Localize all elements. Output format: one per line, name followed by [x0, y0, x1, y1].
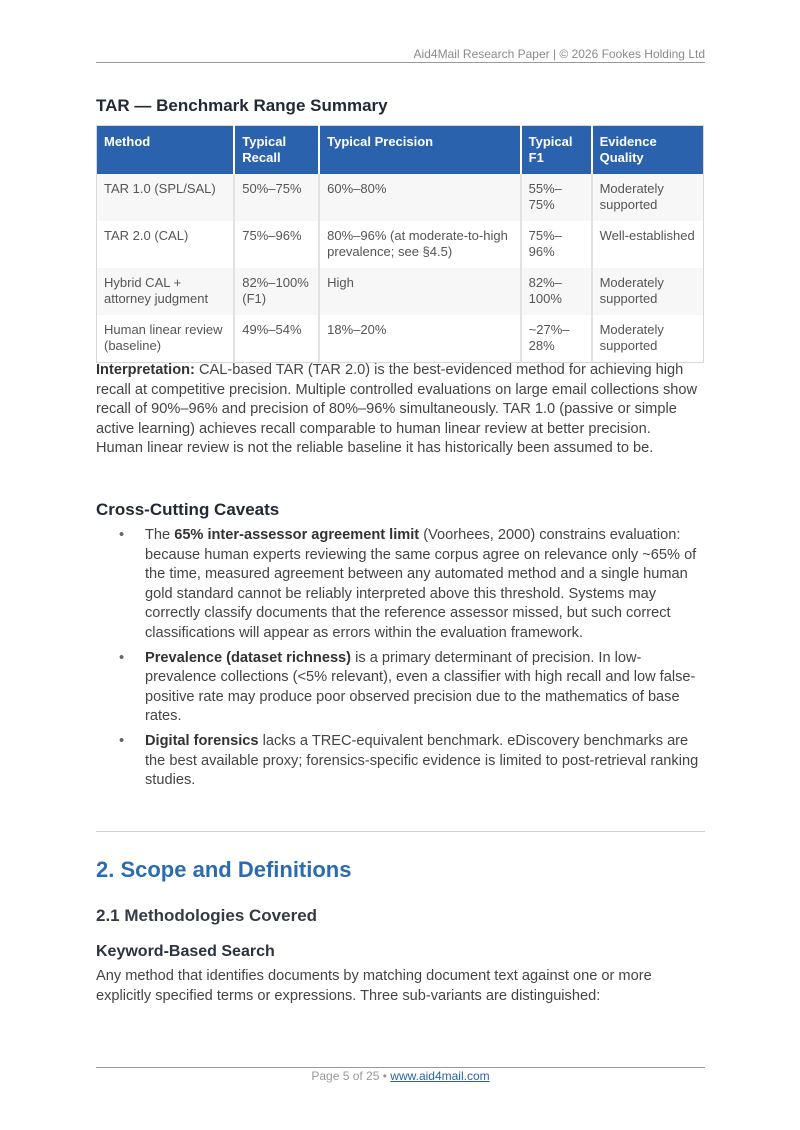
header-divider	[96, 62, 705, 63]
caveats-heading: Cross-Cutting Caveats	[96, 500, 280, 519]
cell-precision: 18%–20%	[319, 315, 521, 363]
column-header-recall: Typical Recall	[234, 126, 319, 175]
cell-f1: 75%–96%	[521, 221, 592, 268]
bullet-icon: •	[119, 732, 125, 749]
cell-f1: 82%–100%	[521, 268, 592, 315]
subsection-heading: 2.1 Methodologies Covered	[96, 906, 318, 925]
cell-recall: 50%–75%	[234, 174, 319, 221]
cell-evidence: Moderately supported	[592, 315, 704, 363]
column-header-method: Method	[97, 126, 235, 175]
interpretation-paragraph	[96, 361, 701, 459]
caveat-emphasis: Prevalence (dataset richness)	[145, 649, 352, 666]
cell-precision: 60%–80%	[319, 174, 521, 221]
page-number: Page 5 of 25	[311, 1069, 380, 1083]
cell-recall: 75%–96%	[234, 221, 319, 268]
footer-divider	[96, 1067, 705, 1068]
caveat-pre: The	[145, 527, 175, 543]
benchmark-table	[96, 125, 704, 363]
caveat-emphasis: 65% inter-assessor agreement limit	[174, 527, 420, 543]
cell-recall: 49%–54%	[234, 315, 319, 363]
cell-recall: 82%–100% (F1)	[234, 268, 319, 315]
column-header-f1: Typical F1	[521, 126, 592, 175]
caveat-emphasis: Digital forensics	[145, 732, 259, 749]
keyword-search-heading: Keyword-Based Search	[96, 943, 275, 960]
cell-precision: High	[319, 268, 521, 315]
cell-evidence: Moderately supported	[592, 174, 704, 221]
cell-evidence: Moderately supported	[592, 268, 704, 315]
list-item	[96, 649, 705, 727]
list-item	[96, 526, 705, 644]
cell-f1: ~27%–28%	[521, 315, 592, 363]
caveat-text: (Voorhees, 2000) constrains evaluation: because human experts reviewing the same corpus agree on relevance only ~65% of the time, measured agreement between any automated method and a single human gold standard cannot be reliably interpreted above this threshold. Systems may correctly classify documents that the reference assessor missed, but such correct classifications will appear as errors within the evaluation framework.	[145, 527, 697, 641]
caveats-list	[96, 526, 705, 796]
section-heading: 2. Scope and Definitions	[96, 857, 352, 882]
interpretation-text: CAL-based TAR (TAR 2.0) is the best-evidenced method for achieving high recall at competitive precision. Multiple controlled evaluations on large email collections show recall of 90%–96% and precision of 80%–96% simultaneously. TAR 1.0 (passive or simple active learning) achieves recall comparable to human linear review at better precision. Human linear review is not the reliable baseline it has historically been assumed to be.	[96, 362, 698, 456]
column-header-evidence: Evidence Quality	[592, 126, 704, 175]
cell-method: TAR 1.0 (SPL/SAL)	[97, 174, 235, 221]
keyword-search-description: Any method that identifies documents by matching document text against one or more explicitly specified terms or expressions. Three sub-variants are distinguished:	[96, 968, 652, 1004]
page-header: Aid4Mail Research Paper | © 2026 Fookes Holding Ltd	[413, 47, 705, 61]
table-row	[97, 221, 704, 268]
page-footer	[96, 1069, 705, 1083]
bullet-icon: •	[119, 649, 125, 666]
table-row	[97, 268, 704, 315]
caveat-text: is a primary determinant of precision. In low-prevalence collections (<5% relevant), even a classifier with high recall and low false-positive rate may produce poor observed precision due to the mathematics of base rates.	[145, 649, 696, 725]
section-divider	[96, 831, 705, 832]
table-row	[97, 174, 704, 221]
caveat-text: lacks a TREC-equivalent benchmark. eDiscovery benchmarks are the best available proxy; forensics-specific evidence is limited to post-retrieval ranking studies.	[145, 732, 699, 789]
column-header-precision: Typical Precision	[319, 126, 521, 175]
website-link[interactable]: www.aid4mail.com	[390, 1069, 490, 1083]
bullet-icon: •	[119, 527, 125, 543]
table-title: TAR — Benchmark Range Summary	[96, 96, 388, 115]
table-header-row	[97, 126, 704, 175]
cell-f1: 55%–75%	[521, 174, 592, 221]
table-row	[97, 315, 704, 363]
cell-method: TAR 2.0 (CAL)	[97, 221, 235, 268]
cell-method: Hybrid CAL + attorney judgment	[97, 268, 235, 315]
footer-separator: •	[379, 1069, 391, 1083]
list-item	[96, 732, 705, 791]
cell-method: Human linear review (baseline)	[97, 315, 235, 363]
cell-evidence: Well-established	[592, 221, 704, 268]
interpretation-label: Interpretation:	[96, 362, 195, 378]
cell-precision: 80%–96% (at moderate-to-high prevalence; see §4.5)	[319, 221, 521, 268]
